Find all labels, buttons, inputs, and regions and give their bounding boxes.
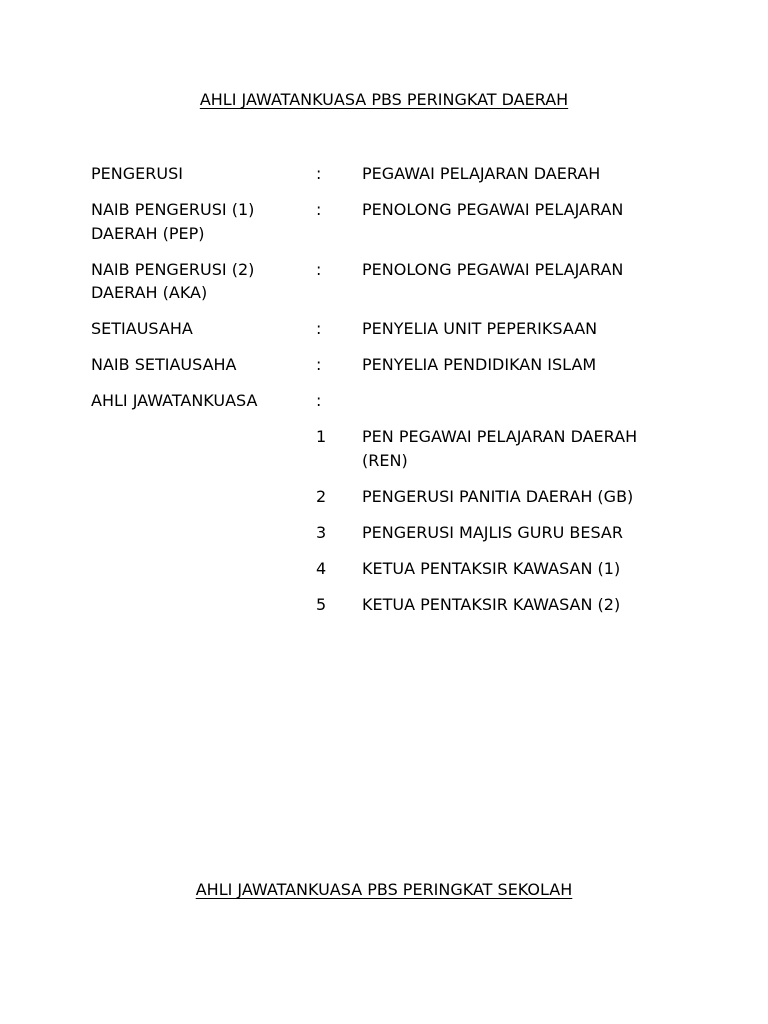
member-title: KETUA PENTAKSIR KAWASAN (2)	[362, 594, 621, 614]
member-number: 1	[316, 427, 327, 446]
role-label: NAIB SETIAUSAHA	[91, 355, 237, 374]
member-number: 2	[316, 486, 327, 506]
member-title: PENGERUSI PANITIA DAERAH (GB)	[362, 486, 634, 506]
role-label: SETIAUSAHA	[91, 319, 193, 338]
committee-row-vice-chairman-1	[0, 198, 768, 245]
member-row-4	[0, 557, 768, 581]
separator-colon: :	[316, 391, 322, 410]
district-committee-list	[0, 162, 768, 629]
role-label: NAIB PENGERUSI (1) DAERAH (PEP)	[91, 200, 255, 243]
member-row-5	[0, 593, 768, 617]
member-title: PENGERUSI MAJLIS GURU BESAR	[362, 522, 623, 542]
separator-colon: :	[316, 319, 322, 338]
separator-colon: :	[316, 259, 322, 279]
role-label: AHLI JAWATANKUASA	[91, 391, 258, 410]
committee-row-chairman	[0, 162, 768, 186]
member-row-2	[0, 485, 768, 509]
committee-row-secretary	[0, 317, 768, 341]
role-label: PENGERUSI	[91, 164, 183, 183]
separator-colon: :	[316, 355, 322, 374]
separator-colon: :	[316, 164, 322, 183]
member-row-1	[0, 425, 768, 472]
role-holder	[362, 389, 682, 413]
committee-row-vice-secretary	[0, 353, 768, 377]
school-committee-heading: AHLI JAWATANKUASA PBS PERINGKAT SEKOLAH	[195, 880, 573, 899]
separator-colon: :	[316, 200, 322, 219]
member-number: 3	[316, 522, 327, 542]
role-holder: PENOLONG PEGAWAI PELAJARAN	[362, 200, 624, 219]
district-committee-heading: AHLI JAWATANKUASA PBS PERINGKAT DAERAH	[199, 90, 569, 109]
role-holder: PEGAWAI PELAJARAN DAERAH	[362, 164, 601, 183]
committee-row-vice-chairman-2	[0, 258, 768, 305]
member-number: 5	[316, 594, 327, 614]
member-title: PEN PEGAWAI PELAJARAN DAERAH (REN)	[362, 427, 638, 470]
role-label: NAIB PENGERUSI (2) DAERAH (AKA)	[91, 259, 255, 302]
member-row-3	[0, 521, 768, 545]
role-holder: PENYELIA UNIT PEPERIKSAAN	[362, 319, 598, 338]
role-holder: PENYELIA PENDIDIKAN ISLAM	[362, 355, 597, 374]
member-number: 4	[316, 558, 327, 578]
role-holder: PENOLONG PEGAWAI PELAJARAN	[362, 259, 624, 279]
member-title: KETUA PENTAKSIR KAWASAN (1)	[362, 558, 621, 578]
committee-row-members	[0, 389, 768, 413]
